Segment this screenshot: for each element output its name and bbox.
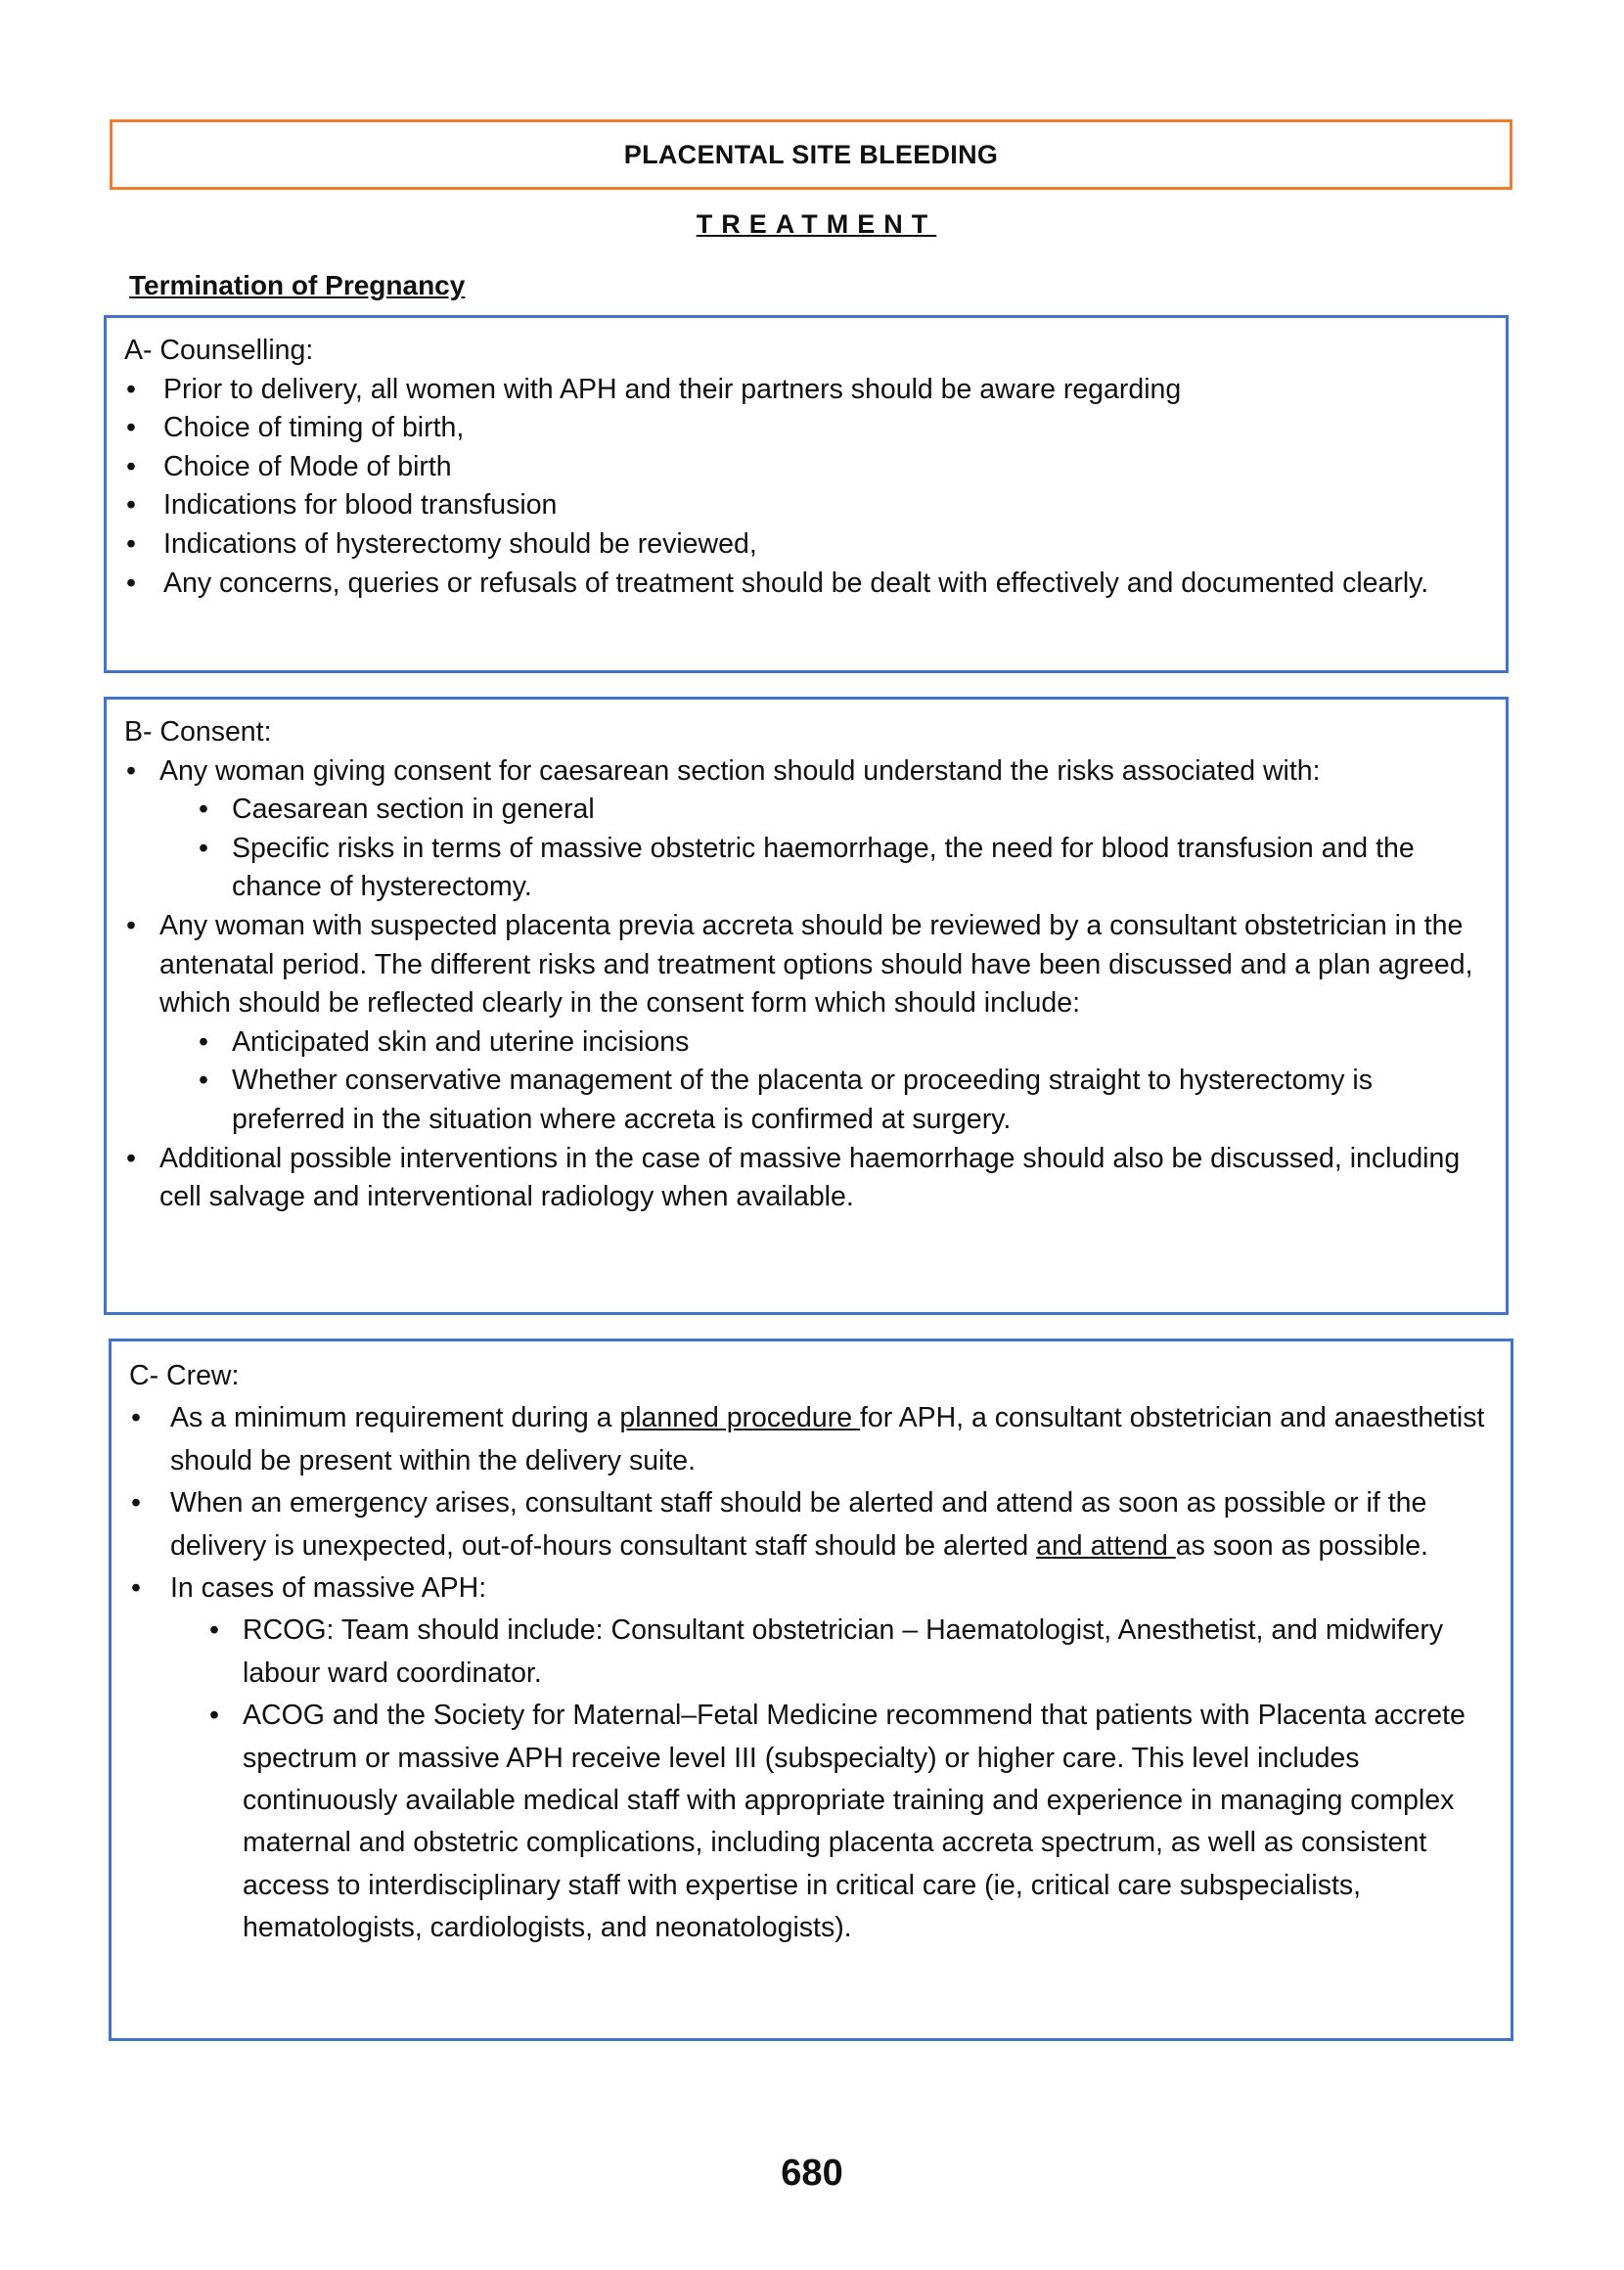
text-run: When an emergency arises, consultant staff should be alerted and attend as soon as possible or if the delivery is unexpected, out-of-hours consultant staff should be alerted bbox=[170, 1487, 1427, 1562]
crew-heading: C- Crew: bbox=[129, 1360, 240, 1391]
sub-list-item: • Anticipated skin and uterine incisions bbox=[124, 1023, 1488, 1063]
text-run: as soon as possible. bbox=[1175, 1529, 1428, 1562]
list-item: • In cases of massive APH: bbox=[129, 1567, 1493, 1610]
counselling-heading: A- Counselling: bbox=[124, 335, 314, 366]
consent-box bbox=[104, 697, 1509, 1315]
list-item bbox=[129, 1482, 1493, 1567]
consent-heading: B- Consent: bbox=[124, 716, 272, 748]
underlined-text: planned procedure bbox=[619, 1402, 860, 1434]
section-title-text: TREATMENT bbox=[696, 209, 937, 239]
title-box bbox=[110, 119, 1512, 190]
list-item: • Any woman giving consent for caesarean section should understand the risks associated with: bbox=[124, 752, 1488, 792]
sub-list-item: • RCOG: Team should include: Consultant obstetrician – Haematologist, Anesthetist, and midwifery labour ward coordinator. bbox=[129, 1610, 1493, 1695]
text-run: for APH, a consultant obstetrician and anaesthetist should be present within the delivery suite. bbox=[170, 1402, 1485, 1476]
list-item: • Prior to delivery, all women with APH and their partners should be aware regarding bbox=[124, 371, 1488, 410]
list-item: • Indications for blood transfusion bbox=[124, 486, 1488, 525]
list-item: • Indications of hysterectomy should be reviewed, bbox=[124, 525, 1488, 565]
section-title bbox=[0, 209, 1624, 240]
list-item: • Additional possible interventions in the case of massive haemorrhage should also be discussed, including cell salvage and interventional radiology when available. bbox=[124, 1140, 1488, 1217]
counselling-list bbox=[124, 371, 1488, 604]
subheading: Termination of Pregnancy bbox=[129, 270, 466, 300]
sub-list-item: • Caesarean section in general bbox=[124, 791, 1488, 830]
list-item: • Any concerns, queries or refusals of treatment should be dealt with effectively and documented clearly. bbox=[124, 565, 1488, 604]
crew-list bbox=[129, 1397, 1493, 1949]
list-item: • Choice of timing of birth, bbox=[124, 409, 1488, 448]
page-number: 680 bbox=[781, 2153, 843, 2194]
sub-list-item: • Specific risks in terms of massive obstetric haemorrhage, the need for blood transfusion and the chance of hysterectomy. bbox=[124, 830, 1488, 907]
sub-list-item: • ACOG and the Society for Maternal–Fetal Medicine recommend that patients with Placenta accrete spectrum or massive APH receive level III (subspecialty) or higher care. This level includes continuously available medical staff with appropriate training and experience in managing complex maternal and obstetric complications, including placenta accreta spectrum, as well as consistent access to interdisciplinary staff with expertise in critical care (ie, critical care subspecialists, hematologists, cardiologists, and neonatologists). bbox=[129, 1695, 1493, 1949]
sub-list-item: • Whether conservative management of the placenta or proceeding straight to hysterectomy is preferred in the situation where accreta is confirmed at surgery. bbox=[124, 1062, 1488, 1139]
list-item bbox=[129, 1397, 1493, 1482]
list-item: • Any woman with suspected placenta previa accreta should be reviewed by a consultant obstetrician in the antenatal period. The different risks and treatment options should have been discussed and a plan agreed, which should be reflected clearly in the consent form which should include: bbox=[124, 907, 1488, 1023]
underlined-text: and attend bbox=[1036, 1529, 1176, 1562]
consent-list bbox=[124, 752, 1488, 1217]
list-item: • Choice of Mode of birth bbox=[124, 448, 1488, 487]
crew-box bbox=[109, 1339, 1513, 2041]
text-run: As a minimum requirement during a bbox=[170, 1402, 620, 1434]
counselling-box bbox=[104, 315, 1509, 673]
page-title: PLACENTAL SITE BLEEDING bbox=[623, 139, 999, 169]
